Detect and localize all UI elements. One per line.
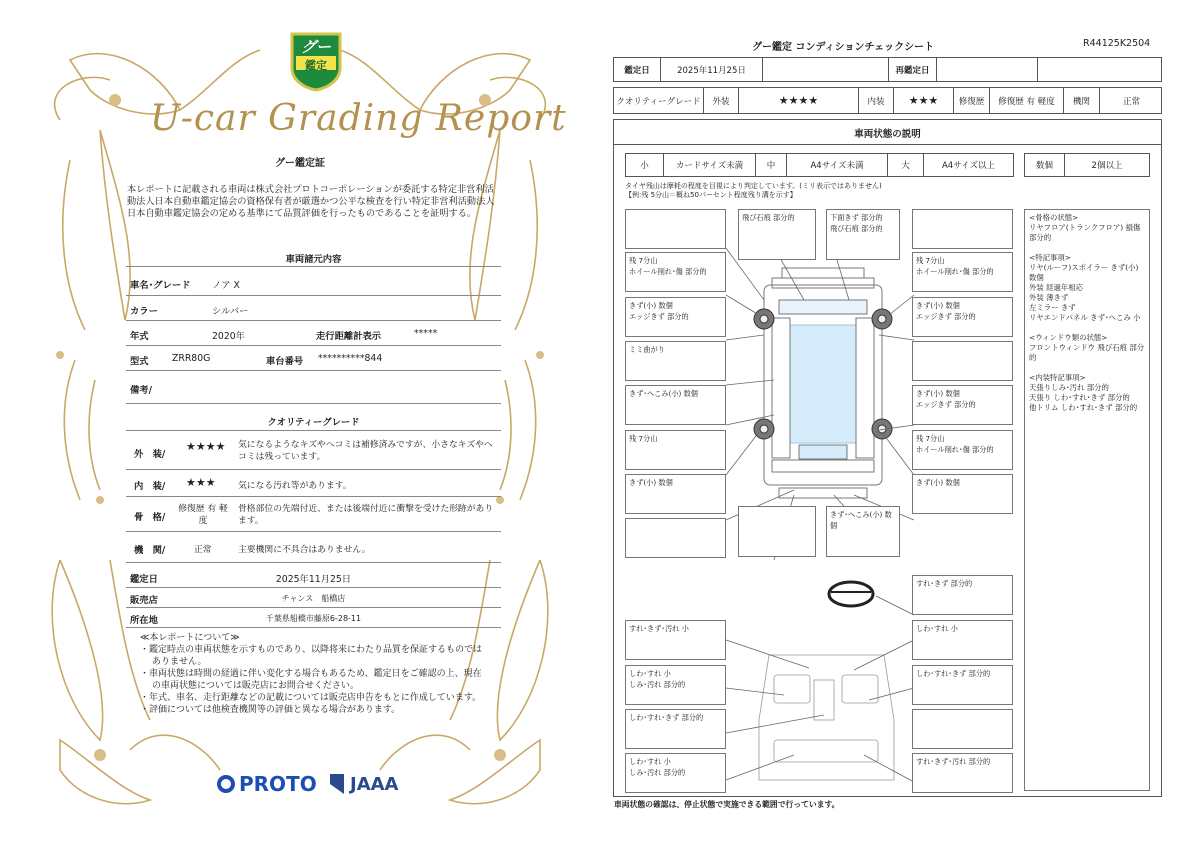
chassis-label: 車台番号 bbox=[266, 356, 304, 367]
box-top-a: 飛び石痕 部分的 bbox=[738, 209, 816, 260]
box-l5: きず･へこみ(小) 数個 bbox=[625, 385, 726, 425]
color-label: カラー bbox=[130, 306, 158, 317]
date-row bbox=[126, 566, 501, 588]
proto-logo bbox=[217, 772, 317, 796]
year-value: 2020年 bbox=[212, 331, 245, 342]
sheet-footer: 車両状態の確認は、停止状態で実施できる範囲で行っています。 bbox=[614, 800, 840, 809]
box-il3: しわ･すれ･きず 部分的 bbox=[625, 709, 726, 749]
condition-panel bbox=[613, 119, 1162, 797]
notes-title: ≪本レポートについて≫ bbox=[140, 633, 240, 643]
certificate-intro: 本レポートに記載される車両は株式会社プロトコーポレーションが委託する特定非営利活動法人日本自動車鑑定協会の資格保有者が厳選かつ公平な検査を行い特定非営利活動法人日本自動車鑑定協会の定める基準にて品質評価を行ったものであることを証明する。 bbox=[127, 184, 495, 219]
sheet-id: R44125K2504 bbox=[1083, 38, 1151, 49]
mileage-value: ***** bbox=[414, 328, 438, 339]
steering-wheel-icon bbox=[829, 582, 873, 606]
redate-label: 再鑑定日 bbox=[889, 58, 937, 81]
engine-label: 機 関/ bbox=[134, 545, 166, 556]
legend-medium-desc: A4サイズ未満 bbox=[787, 154, 888, 176]
date-blank bbox=[763, 58, 889, 81]
engine-row bbox=[126, 533, 501, 563]
logo-text-top: グー bbox=[300, 38, 331, 56]
box-il2: しわ･すれ 小 しみ･汚れ 部分的 bbox=[625, 665, 726, 705]
box-b2 bbox=[738, 506, 816, 557]
box-top-right bbox=[912, 209, 1013, 249]
frame-text: 骨格部位の先端付近、または後端付近に衝撃を受けた形跡があります。 bbox=[238, 504, 494, 526]
interior-row bbox=[126, 471, 501, 497]
repair-label: 修復歴 bbox=[954, 88, 990, 113]
date-label: 鑑定日 bbox=[614, 58, 661, 81]
box-top-b: 下面きず 部分的 飛び石痕 部分的 bbox=[826, 209, 900, 260]
address-row bbox=[126, 608, 501, 628]
box-r5: きず(小) 数個 エッジきず 部分的 bbox=[912, 385, 1013, 425]
jaaa-text: JAAA bbox=[350, 773, 399, 795]
note-item: ・年式、車名、走行距離などの記載については販売店申告をもとに作成しています。 bbox=[140, 693, 482, 703]
name-value: ノア X bbox=[212, 280, 240, 291]
model-label: 型式 bbox=[130, 356, 149, 367]
sheet-title: グー鑑定 コンディションチェックシート bbox=[752, 42, 935, 53]
car-top-view bbox=[764, 268, 882, 498]
grade-bar bbox=[613, 87, 1162, 114]
box-il4: しわ･すれ 小 しみ･汚れ 部分的 bbox=[625, 753, 726, 793]
address-label: 所在地 bbox=[130, 615, 158, 626]
address-value: 千葉県船橋市藤原6-28-11 bbox=[265, 614, 362, 623]
logo-text-bottom: 鑑定 bbox=[305, 59, 327, 72]
note-item: ・鑑定時点の車両状態を示すものであり、以降将来にわたり品質を保証するものではありません。 bbox=[140, 645, 483, 667]
chassis-value: **********844 bbox=[318, 353, 383, 364]
condition-notes: <骨格の状態> リヤフロア(トランクフロア) 損傷 部分的 <特記事項> リヤ(ルーフ)スポイラー きず(小) 数個 外装 経過年相応 外装 薄きず 左ミラー きず リヤエンドパネル きず･へこみ 小 <ウィンドウ類の状態> フロントウィンドウ 飛び石痕 部分的 <内装特記事項> 天張りしみ･汚れ 部分的 天張り しわ･すれ･きず 部分的 他トリム しわ･すれ･きず 部分的 bbox=[1024, 209, 1150, 791]
name-label: 車名･グレード bbox=[130, 280, 191, 291]
int-stars: ★★★ bbox=[894, 88, 954, 113]
ext-stars: ★★★★ bbox=[739, 88, 859, 113]
quality-label: クオリティーグレード bbox=[614, 88, 704, 113]
interior-text: 気になる汚れ等があります。 bbox=[238, 481, 352, 491]
engine-value: 正常 bbox=[194, 545, 212, 555]
shop-label: 販売店 bbox=[130, 595, 158, 606]
exterior-text: 気になるようなキズやヘコミは補修済みですが、小さなキズやヘコミは残っています。 bbox=[238, 440, 493, 462]
shop-row bbox=[126, 588, 501, 608]
mileage-label: 走行距離計表示 bbox=[316, 331, 382, 342]
legend-large-desc: A4サイズ以上 bbox=[941, 161, 996, 171]
report-title: U-car Grading Report bbox=[150, 98, 567, 139]
frame-label: 骨 格/ bbox=[134, 512, 166, 523]
engine-text: 主要機関に不具合はありません。 bbox=[238, 545, 371, 555]
name-row bbox=[126, 272, 501, 296]
engine-value: 正常 bbox=[1122, 96, 1140, 107]
repair-value: 修復歴 有 軽度 bbox=[990, 88, 1064, 113]
ext-label: 外装 bbox=[704, 88, 739, 113]
int-label: 内装 bbox=[859, 88, 894, 113]
legend-small: 小 bbox=[626, 154, 664, 176]
color-row bbox=[126, 297, 501, 321]
box-ir1: しわ･すれ 小 bbox=[912, 620, 1013, 660]
box-r2: 残 7分山 ホイール削れ･傷 部分的 bbox=[912, 252, 1013, 292]
tire-note-2: 【例:残 5分山＝概ね50パーセント程度残り溝を示す】 bbox=[625, 191, 797, 199]
box-ir3 bbox=[912, 709, 1013, 749]
box-r7: きず(小) 数個 bbox=[912, 474, 1013, 514]
box-b1 bbox=[625, 518, 726, 558]
exterior-row bbox=[126, 434, 501, 470]
box-ir2: しわ･すれ･きず 部分的 bbox=[912, 665, 1013, 705]
car-interior-view bbox=[759, 655, 894, 780]
quality-header: クオリティーグレード bbox=[267, 417, 360, 428]
year-row bbox=[126, 322, 501, 346]
shop-value: チャンス 船橋店 bbox=[281, 594, 346, 603]
legend-medium: 中 bbox=[756, 154, 787, 176]
frame-value: 修復歴 有 軽度 bbox=[178, 504, 228, 526]
certificate-subtitle: グー鑑定証 bbox=[275, 158, 325, 169]
date-value: 2025年11月25日 bbox=[661, 58, 763, 81]
proto-mark-icon bbox=[217, 775, 235, 793]
spec-header: 車両諸元内容 bbox=[285, 254, 342, 265]
model-value: ZRR80G bbox=[172, 353, 211, 364]
date-label: 鑑定日 bbox=[130, 574, 158, 585]
legend-large: 大 bbox=[888, 154, 924, 176]
box-l4: ミミ曲がり bbox=[625, 341, 726, 381]
box-l7: きず(小) 数個 bbox=[625, 474, 726, 514]
count-legend bbox=[1024, 153, 1150, 177]
state-title-divider bbox=[614, 144, 1161, 145]
box-wheel: すれ･きず 部分的 bbox=[912, 575, 1013, 615]
legend-count: 数個 bbox=[1025, 154, 1065, 176]
box-r4 bbox=[912, 341, 1013, 381]
year-label: 年式 bbox=[130, 331, 149, 342]
legend-count-desc: 2個以上 bbox=[1091, 161, 1123, 171]
size-legend bbox=[625, 153, 1014, 177]
redate-blank bbox=[1038, 58, 1163, 81]
box-ir4: すれ･きず･汚れ 部分的 bbox=[912, 753, 1013, 793]
redate-value bbox=[937, 58, 1038, 81]
remarks-label: 備考/ bbox=[130, 385, 152, 396]
spec-header-divider bbox=[126, 266, 501, 267]
note-item: ・車両状態は時間の経過に伴い変化する場合もあるため、鑑定日をご確認の上、現在の車両状態については販売店にお問合せください。 bbox=[140, 669, 482, 691]
engine-label: 機関 bbox=[1064, 88, 1100, 113]
jaaa-logo bbox=[328, 772, 399, 796]
quality-header-divider bbox=[126, 430, 501, 431]
exterior-stars: ★★★★ bbox=[186, 440, 226, 453]
remarks-row bbox=[126, 372, 501, 404]
box-il1: すれ･きず･汚れ 小 bbox=[625, 620, 726, 660]
interior-stars: ★★★ bbox=[186, 476, 216, 489]
box-l2: 残 7分山 ホイール削れ･傷 部分的 bbox=[625, 252, 726, 292]
note-item: ・評価については他検査機関等の評価と異なる場合があります。 bbox=[140, 705, 401, 715]
state-title: 車両状態の説明 bbox=[854, 129, 921, 140]
jaaa-mark-icon bbox=[328, 772, 346, 796]
color-value: シルバー bbox=[212, 306, 249, 317]
model-row bbox=[126, 347, 501, 371]
legend-small-desc: カードサイズ未満 bbox=[664, 154, 756, 176]
goo-logo bbox=[288, 30, 344, 92]
report-notes bbox=[140, 632, 490, 716]
exterior-label: 外 装/ bbox=[134, 449, 166, 460]
frame-row bbox=[126, 498, 501, 532]
date-value: 2025年11月25日 bbox=[275, 574, 352, 585]
box-r3: きず(小) 数個 エッジきず 部分的 bbox=[912, 297, 1013, 337]
box-l3: きず(小) 数個 エッジきず 部分的 bbox=[625, 297, 726, 337]
box-l6: 残 7分山 bbox=[625, 430, 726, 470]
tire-note-1: タイヤ残山は摩耗の程度を目視により判定しています。(ミリ表示ではありません) bbox=[625, 182, 882, 190]
interior-label: 内 装/ bbox=[134, 481, 166, 492]
box-top-left bbox=[625, 209, 726, 249]
date-bar bbox=[613, 57, 1162, 82]
box-r6: 残 7分山 ホイール削れ･傷 部分的 bbox=[912, 430, 1013, 470]
box-b3: きず･へこみ(小) 数個 bbox=[826, 506, 900, 557]
proto-text: PROTO bbox=[239, 772, 317, 796]
